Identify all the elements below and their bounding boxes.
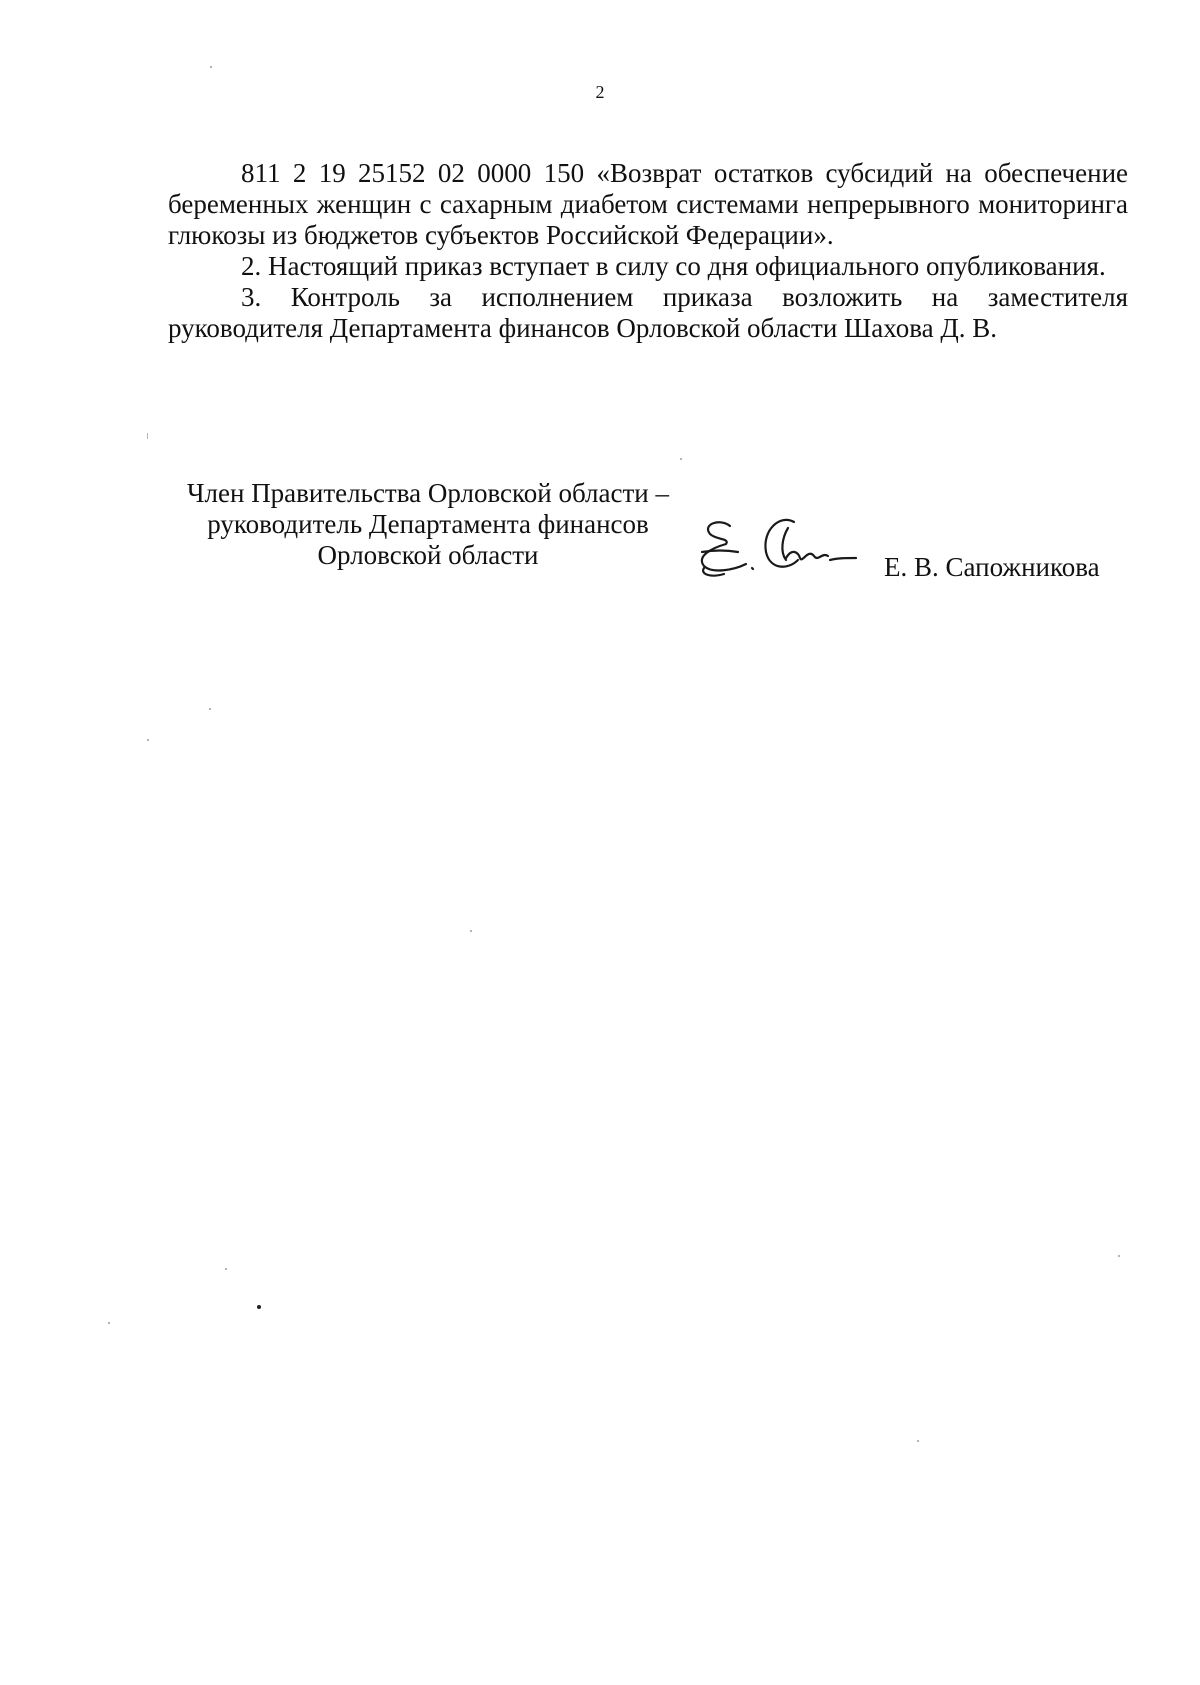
- handwritten-signature-icon: [690, 508, 860, 588]
- paragraph-budget-code: 811 2 19 25152 02 0000 150 «Возврат остатков субсидий на обеспечение беременных женщин с сахарным диабетом системами непрерывного мониторинга глюкозы из бюджетов субъектов Российской Федерации».: [168, 158, 1128, 250]
- order-body: [168, 158, 1128, 344]
- scan-speck: [147, 433, 148, 439]
- signatory-position-line: Член Правительства Орловской области –: [186, 478, 669, 508]
- signer-name: Е. В. Сапожникова: [884, 552, 1100, 582]
- scan-speck: [210, 66, 212, 68]
- scan-dot: [257, 1305, 261, 1309]
- scan-speck: [680, 458, 682, 460]
- scan-speck: [470, 930, 472, 932]
- scan-speck: [1118, 1255, 1120, 1257]
- signatory-position-line: руководитель Департамента финансов: [207, 509, 649, 539]
- scan-speck: [108, 1322, 110, 1324]
- signatory-position: [158, 478, 698, 571]
- page-number: 2: [595, 82, 605, 102]
- paragraph-control: 3. Контроль за исполнением приказа возложить на заместителя руководителя Департамента финансов Орловской области Шахова Д. В.: [168, 282, 1128, 343]
- scan-speck: [209, 708, 211, 710]
- paragraph-effective-date: 2. Настоящий приказ вступает в силу со дня официального опубликования.: [241, 251, 1106, 281]
- scan-speck: [147, 739, 149, 741]
- scan-speck: [917, 1440, 919, 1442]
- scan-speck: [225, 1268, 227, 1270]
- signatory-position-line: Орловской области: [317, 540, 539, 570]
